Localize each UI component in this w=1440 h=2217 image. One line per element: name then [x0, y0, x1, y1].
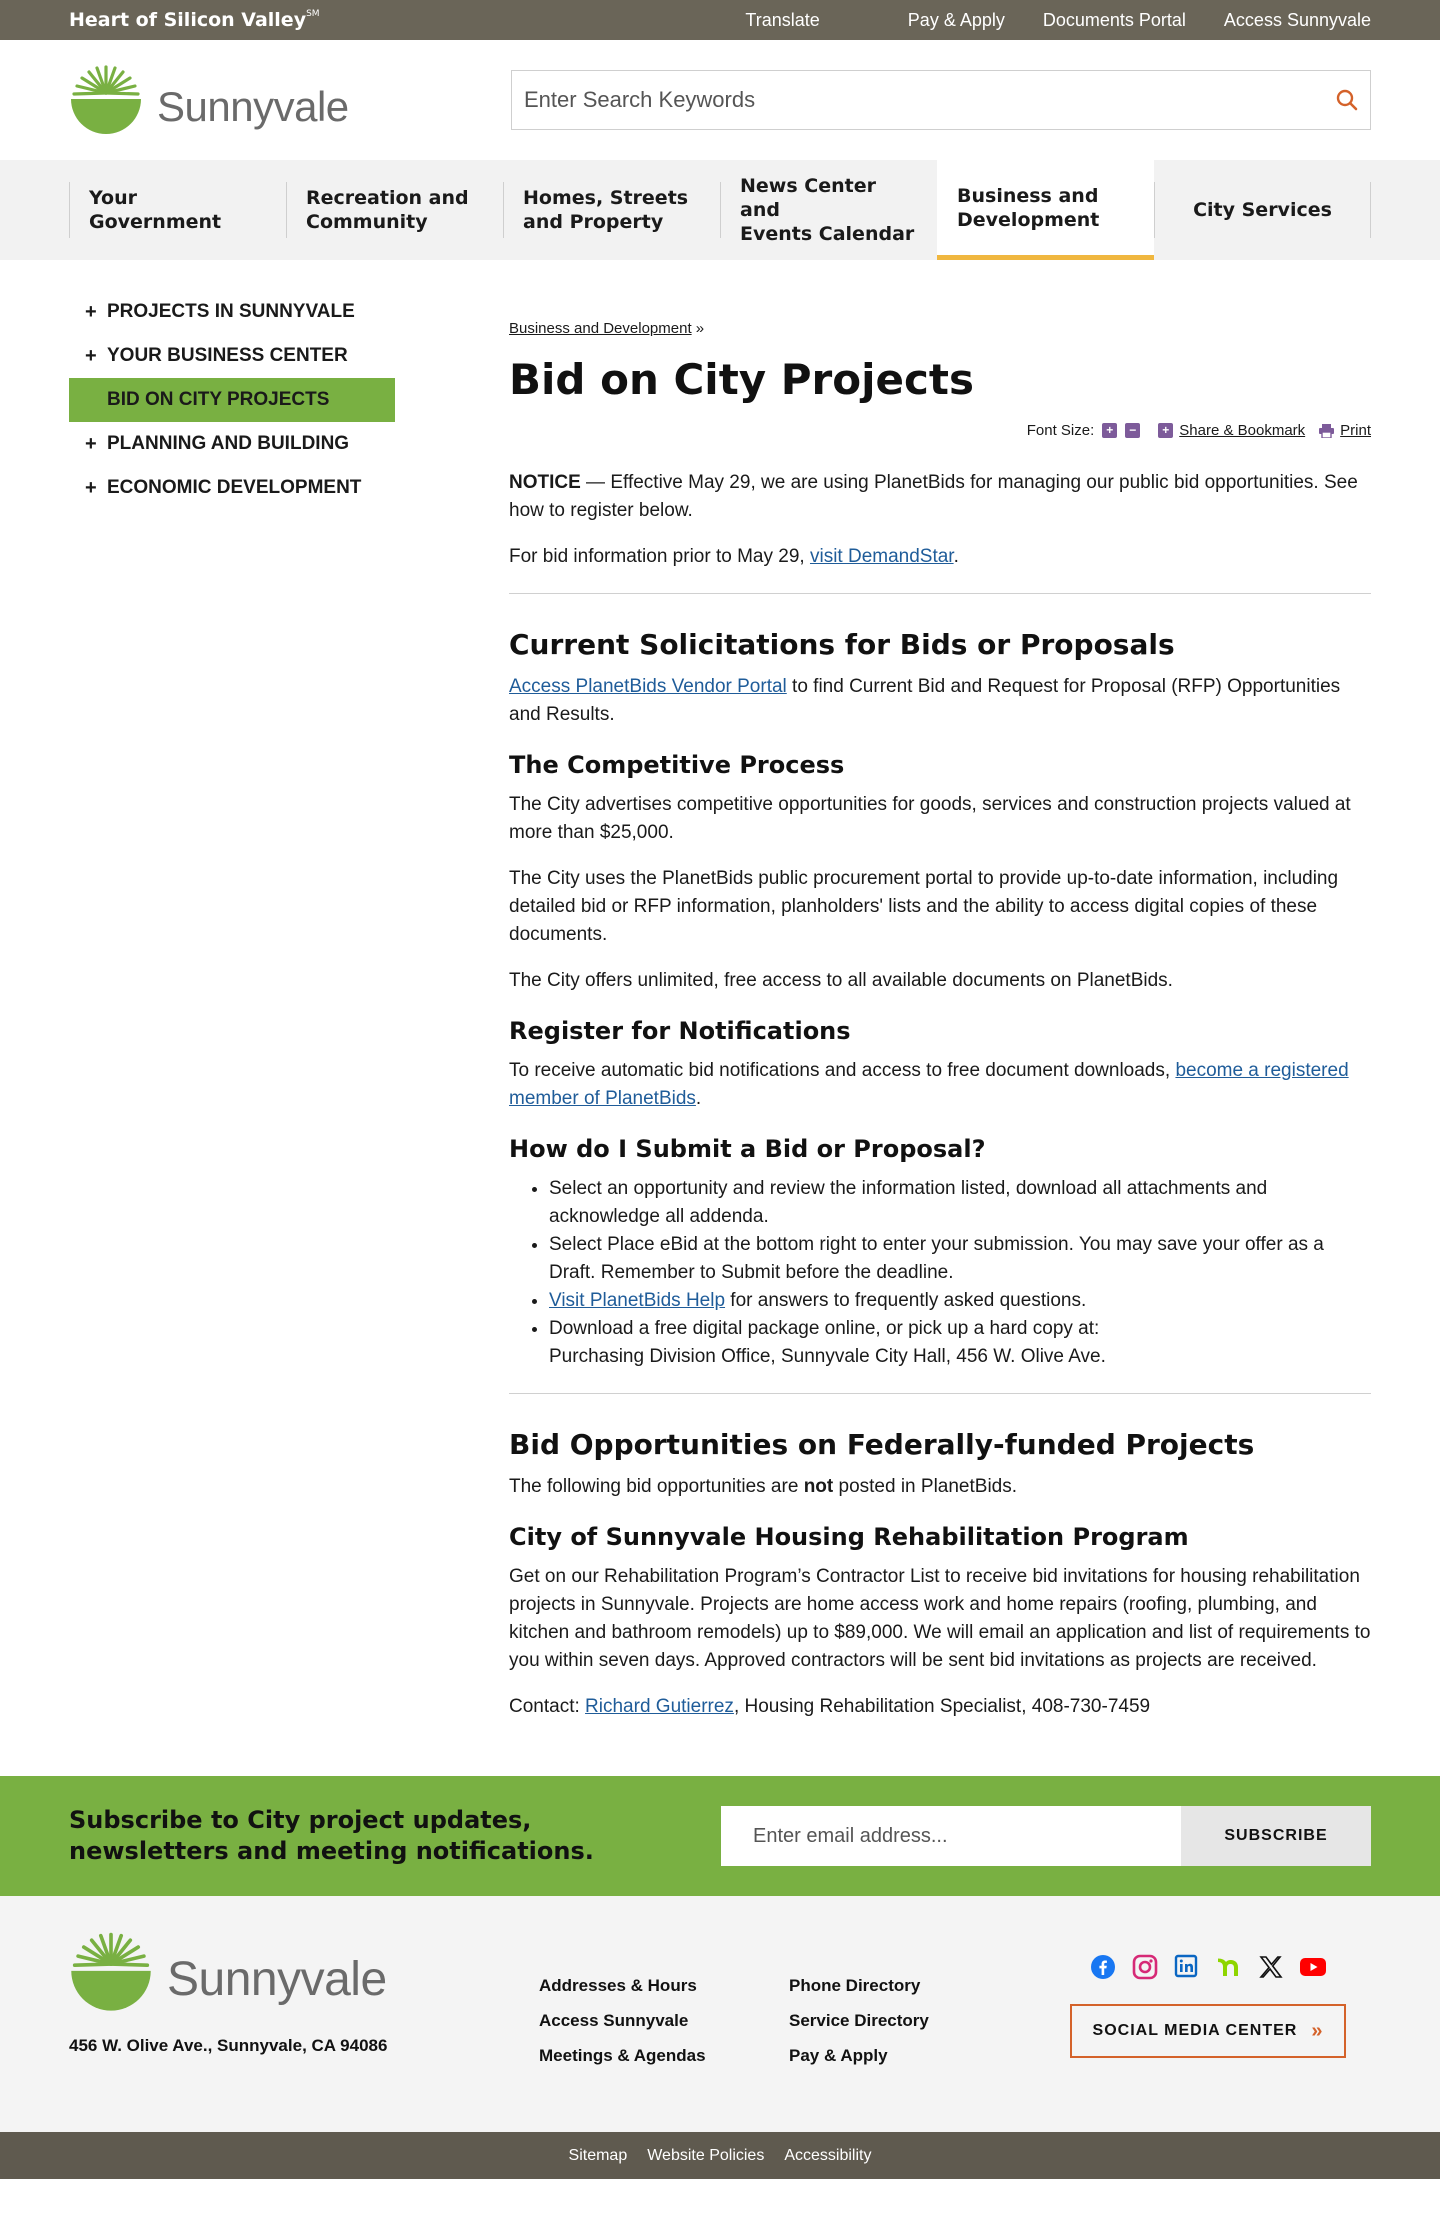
expand-icon[interactable]: + [85, 300, 97, 323]
tagline [69, 9, 320, 31]
notice-text: — Effective May 29, we are using PlanetBids for managing our public bid opportunities. See how to register below. [509, 472, 1358, 521]
social-icons [1088, 1952, 1328, 1982]
x-icon[interactable] [1256, 1952, 1286, 1982]
documents-portal-link[interactable]: Documents Portal [1042, 9, 1186, 30]
footer-links-col-2 [789, 1968, 1039, 2132]
sidebar-item-label: BID ON CITY PROJECTS [107, 389, 330, 410]
social-media-center-button[interactable] [1070, 2004, 1346, 2058]
share-bookmark-link[interactable]: Share & Bookmark [1179, 422, 1306, 439]
nextdoor-icon[interactable] [1214, 1952, 1244, 1982]
utility-bar [0, 0, 1440, 40]
sidebar-item-label: YOUR BUSINESS CENTER [107, 345, 348, 366]
sidebar-item-bid-on-city-projects[interactable] [69, 378, 395, 422]
footer-brand [69, 1930, 539, 2132]
breadcrumb-separator: » [695, 320, 705, 337]
youtube-icon[interactable] [1298, 1952, 1328, 1982]
footer-link-addresses-hours[interactable]: Addresses & Hours [539, 1976, 697, 1995]
list-item-text: Purchasing Division Office, Sunnyvale City Hall, 456 W. Olive Ave. [549, 1346, 1106, 1367]
sidebar-item-label: PLANNING AND BUILDING [107, 433, 350, 454]
current-text: to find Current Bid and Request for Proposal (RFP) Opportunities and Results. [509, 676, 1341, 725]
accessibility-link[interactable]: Accessibility [784, 2146, 872, 2164]
sunnyvale-logo-icon [69, 63, 143, 137]
nav-business-development[interactable] [937, 160, 1154, 260]
footer-link-service-directory[interactable]: Service Directory [789, 2011, 929, 2030]
contact-name-link[interactable]: Richard Gutierrez [585, 1696, 734, 1717]
site-header [0, 40, 1440, 160]
submit-bid-heading: How do I Submit a Bid or Proposal? [509, 1135, 986, 1163]
federal-paragraph [509, 1473, 1371, 1501]
nav-label: Business and [957, 184, 1099, 207]
site-footer [0, 1896, 1440, 2132]
page-title: Bid on City Projects [509, 355, 974, 404]
main-content [509, 260, 1371, 1776]
footer-logo[interactable] [69, 1930, 539, 2014]
federal-text: The following bid opportunities are [509, 1476, 804, 1497]
submit-steps-list [509, 1175, 1371, 1371]
search-box [511, 70, 1371, 130]
subscribe-text-line: Subscribe to City project updates, [69, 1806, 532, 1834]
competitive-process-heading: The Competitive Process [509, 751, 845, 779]
sidebar-item-projects[interactable] [69, 290, 395, 334]
access-sunnyvale-link[interactable]: Access Sunnyvale [1223, 9, 1371, 30]
expand-icon[interactable]: + [85, 476, 97, 499]
register-notifications-heading: Register for Notifications [509, 1017, 851, 1045]
nav-label: Homes, Streets [523, 187, 689, 209]
utility-links [707, 10, 1371, 31]
subscribe-text-line: newsletters and meeting notifications. [69, 1837, 594, 1865]
service-mark: SM [306, 9, 320, 19]
register-paragraph [509, 1057, 1371, 1113]
nav-city-services[interactable] [1154, 160, 1371, 260]
competitive-paragraph-3: The City offers unlimited, free access to all available documents on PlanetBids. [509, 970, 1173, 991]
list-item [549, 1315, 1371, 1371]
planetbids-vendor-portal-link[interactable]: Access PlanetBids Vendor Portal [509, 676, 787, 697]
double-chevron-right-icon: » [1311, 2019, 1324, 2042]
social-section [1070, 1952, 1346, 2132]
nav-label: Recreation and [306, 187, 469, 209]
legal-bar [0, 2132, 1440, 2179]
subscribe-form [721, 1806, 1371, 1866]
facebook-icon[interactable] [1088, 1952, 1118, 1982]
punctuation: . [695, 1088, 702, 1109]
divider [509, 593, 1371, 594]
email-input[interactable] [721, 1806, 1181, 1866]
current-solicitations-paragraph [509, 673, 1371, 729]
subscribe-banner [0, 1776, 1440, 1896]
logo-text: Sunnyvale [157, 83, 349, 130]
contact-paragraph [509, 1693, 1371, 1721]
federal-projects-heading: Bid Opportunities on Federally-funded Projects [509, 1428, 1255, 1461]
share-icon[interactable]: + [1158, 423, 1173, 438]
footer-logo-text: Sunnyvale [167, 1952, 387, 2006]
content-area [0, 260, 1440, 1776]
site-logo[interactable] [69, 63, 349, 137]
footer-link-access-sunnyvale[interactable]: Access Sunnyvale [539, 2011, 689, 2030]
planetbids-help-link[interactable]: Visit PlanetBids Help [549, 1290, 726, 1311]
search-input[interactable] [524, 87, 1336, 113]
competitive-paragraph-1: The City advertises competitive opportunities for goods, services and construction projects valued at more than $25,000. [509, 794, 1351, 843]
prior-bids-paragraph [509, 543, 1371, 571]
sidebar-item-business-center[interactable] [69, 334, 395, 378]
pay-apply-link[interactable]: Pay & Apply [907, 9, 1005, 30]
nav-label: News Center and [740, 175, 876, 221]
federal-text-bold: not [803, 1476, 834, 1497]
website-policies-link[interactable]: Website Policies [647, 2146, 765, 2164]
translate-link[interactable]: Translate [745, 9, 820, 30]
sidebar-item-label: ECONOMIC DEVELOPMENT [107, 477, 362, 498]
sunnyvale-logo-icon [69, 1930, 153, 2014]
section-sidebar [69, 260, 395, 1776]
punctuation: . [953, 546, 959, 567]
subscribe-button[interactable]: SUBSCRIBE [1181, 1806, 1371, 1866]
subscribe-text [69, 1805, 594, 1867]
contact-label: Contact: [509, 1696, 586, 1717]
nav-label: Events Calendar [740, 223, 915, 245]
register-planetbids-link[interactable]: become a registered member of PlanetBids [509, 1060, 1349, 1109]
divider [509, 1393, 1371, 1394]
nav-news-events[interactable] [720, 160, 937, 260]
page-tools [509, 422, 1371, 439]
footer-links-col-1 [539, 1968, 789, 2132]
nav-homes-streets-property[interactable] [503, 160, 720, 260]
nav-your-government[interactable] [69, 160, 286, 260]
federal-text: posted in PlanetBids. [833, 1476, 1018, 1497]
list-item-text: Download a free digital package online, or pick up a hard copy at: [549, 1318, 1100, 1339]
housing-paragraph: Get on our Rehabilitation Program’s Contractor List to receive bid invitations for housing rehabilitation projects in Sunnyvale. Projects are home access work and home repairs (roofing, plumbing, and kitchen and bathroom remodels) up to $89,000. We will email an application and list of requirements to you within seven days. Approved contractors will be sent bid invitations as projects are received. [509, 1566, 1371, 1671]
footer-link-meetings-agendas[interactable]: Meetings & Agendas [539, 2046, 706, 2065]
contact-text: , Housing Rehabilitation Specialist, 408-730-7459 [733, 1696, 1151, 1717]
city-address: 456 W. Olive Ave., Sunnyvale, CA 94086 [69, 2036, 388, 2055]
search-icon[interactable] [1336, 89, 1358, 111]
social-media-center-label: SOCIAL MEDIA CENTER [1092, 2022, 1298, 2039]
current-solicitations-heading: Current Solicitations for Bids or Proposals [509, 628, 1175, 661]
print-link[interactable]: Print [1340, 422, 1371, 439]
register-text: To receive automatic bid notifications and access to free document downloads, [509, 1060, 1176, 1081]
print-icon[interactable] [1319, 424, 1334, 438]
notice-paragraph [509, 469, 1371, 525]
nav-label: Your Government [89, 187, 222, 233]
prior-text: For bid information prior to May 29, [509, 546, 810, 567]
font-increase-icon[interactable]: + [1102, 423, 1117, 438]
nav-recreation-community[interactable] [286, 160, 503, 260]
linkedin-icon[interactable] [1172, 1952, 1202, 1982]
nav-label: and Property [523, 211, 664, 233]
main-navigation [0, 160, 1440, 260]
font-decrease-icon[interactable]: − [1125, 423, 1140, 438]
expand-icon[interactable]: + [85, 432, 97, 455]
instagram-icon[interactable] [1130, 1952, 1160, 1982]
breadcrumb [509, 320, 1371, 337]
sidebar-item-economic-development[interactable] [69, 466, 395, 510]
breadcrumb-link[interactable]: Business and Development [509, 320, 692, 337]
sidebar-item-planning-building[interactable] [69, 422, 395, 466]
expand-icon[interactable]: + [85, 344, 97, 367]
competitive-paragraph-2: The City uses the PlanetBids public procurement portal to provide up-to-date information, including detailed bid or RFP information, planholders' lists and the ability to access digital copies of these documents. [509, 868, 1339, 945]
sidebar-item-label: PROJECTS IN SUNNYVALE [107, 301, 355, 322]
footer-link-phone-directory[interactable]: Phone Directory [789, 1976, 921, 1995]
list-item-text: for answers to frequently asked questions. [725, 1290, 1087, 1311]
font-size-label: Font Size: [1026, 422, 1095, 439]
nav-label: Development [957, 208, 1100, 231]
footer-link-pay-apply[interactable]: Pay & Apply [789, 2046, 888, 2065]
tagline-text: Heart of Silicon Valley [69, 9, 307, 31]
notice-label: NOTICE [509, 472, 581, 493]
list-item: • Select Place eBid at the bottom right to enter your submission. You may save your offer as a Draft. Remember to Submit before the deadline. [549, 1231, 1371, 1287]
housing-rehab-heading: City of Sunnyvale Housing Rehabilitation Program [509, 1523, 1189, 1551]
list-item: • Select an opportunity and review the information listed, download all attachments and acknowledge all addenda. [549, 1175, 1371, 1231]
sitemap-link[interactable]: Sitemap [568, 2146, 628, 2164]
demandstar-link[interactable]: visit DemandStar [809, 546, 954, 567]
nav-label: City Services [1193, 199, 1332, 221]
nav-label: Community [306, 211, 428, 233]
list-item [549, 1287, 1371, 1315]
